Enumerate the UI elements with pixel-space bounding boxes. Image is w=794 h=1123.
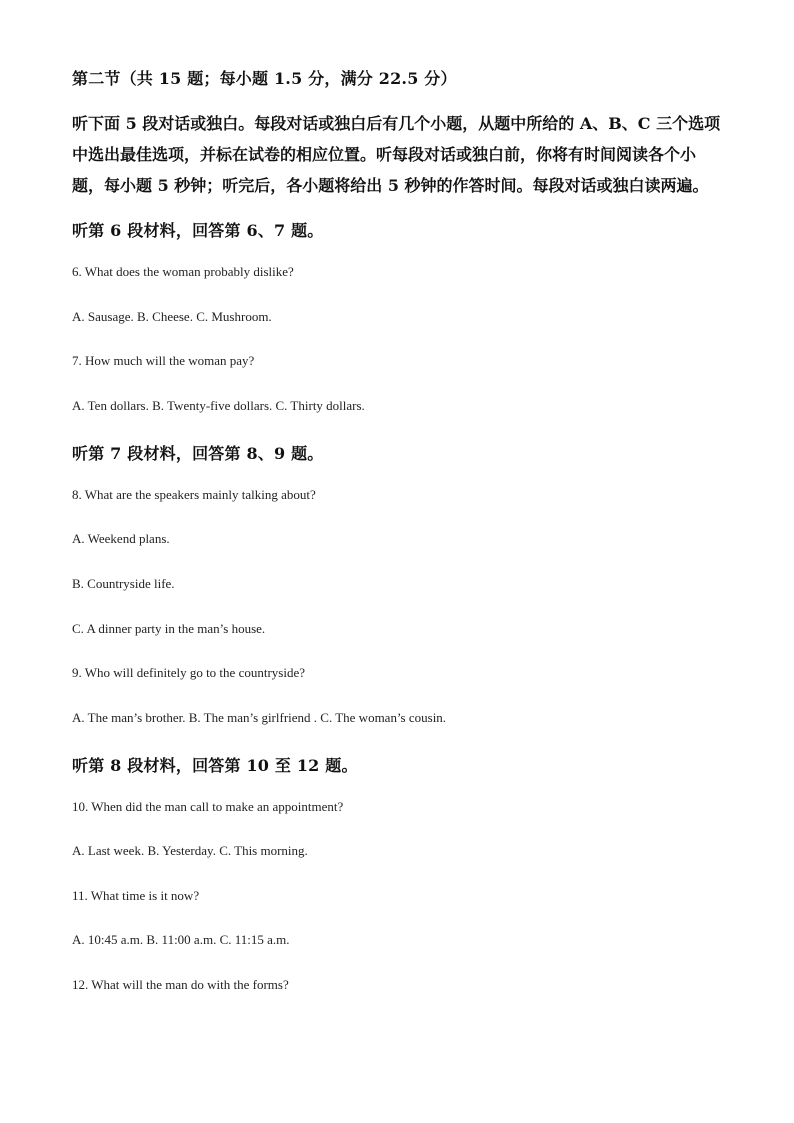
material-6-heading: 听第 6 段材料，回答第 6、7 题。 [72,221,324,240]
question-6: 6. What does the woman probably dislike? [72,264,294,279]
question-9-options: A. The man’s brother. B. The man’s girlfriend . C. The woman’s cousin. [72,710,447,725]
question-11: 11. What time is it now? [72,888,200,903]
question-8-option-b: B. Countryside life. [72,576,175,591]
question-10-options: A. Last week. B. Yesterday. C. This morning. [72,843,308,858]
question-9: 9. Who will definitely go to the countryside? [72,665,305,680]
question-12: 12. What will the man do with the forms? [72,977,289,992]
section-header: 第二节（共 15 题；每小题 1.5 分，满分 22.5 分） [72,69,457,88]
question-8-option-a: A. Weekend plans. [72,531,170,546]
instruction-line-3: 题，每小题 5 秒钟；听完后，各小题将给出 5 秒钟的作答时间。每段对话或独白读两遍。 [72,176,709,195]
question-6-options: A. Sausage. B. Cheese. C. Mushroom. [72,309,272,324]
question-8-option-c: C. A dinner party in the man’s house. [72,621,266,636]
material-8-heading: 听第 8 段材料，回答第 10 至 12 题。 [72,756,358,775]
question-8: 8. What are the speakers mainly talking about? [72,487,316,502]
material-7-heading: 听第 7 段材料，回答第 8、9 题。 [72,444,324,463]
question-10: 10. When did the man call to make an appointment? [72,799,344,814]
question-11-options: A. 10:45 a.m. B. 11:00 a.m. C. 11:15 a.m. [72,932,290,947]
question-7: 7. How much will the woman pay? [72,353,255,368]
question-7-options: A. Ten dollars. B. Twenty-five dollars. C. Thirty dollars. [72,398,365,413]
instructions [72,108,732,201]
instruction-line-2: 中选出最佳选项，并标在试卷的相应位置。听每段对话或独白前，你将有时间阅读各个小 [72,145,697,164]
instruction-line-1: 听下面 5 段对话或独白。每段对话或独白后有几个小题，从题中所给的 A、B、C 三个选项 [72,114,721,133]
